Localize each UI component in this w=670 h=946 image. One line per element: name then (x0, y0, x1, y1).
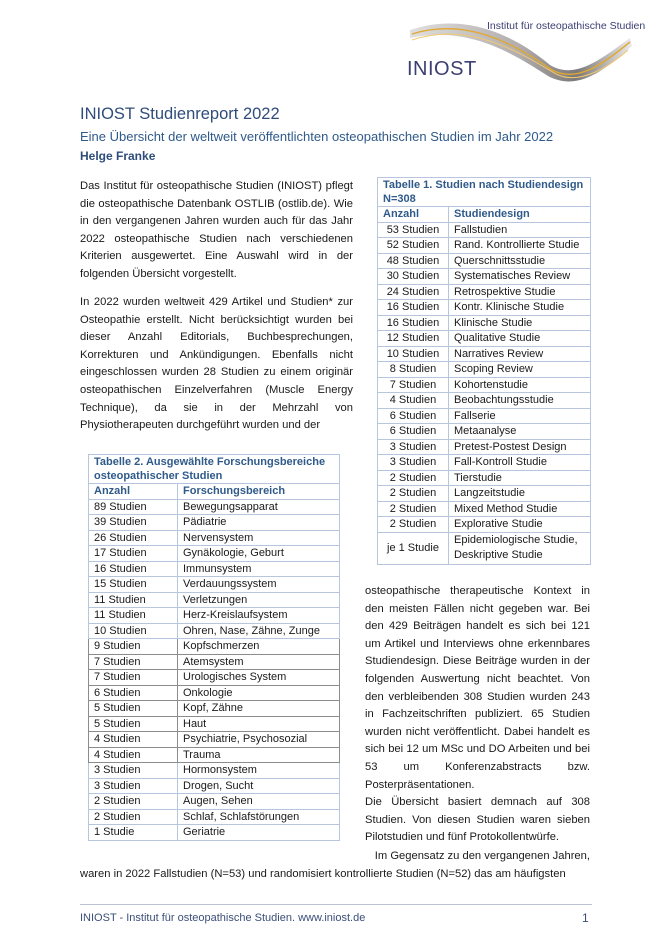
cell-label: Bewegungsapparat (178, 499, 340, 515)
table-row (378, 470, 591, 486)
cell-label: Schlaf, Schlafstörungen (178, 809, 340, 825)
document-subtitle: Eine Übersicht der weltweit veröffentlichten osteopathischen Studien im Jahr 2022 (80, 129, 554, 144)
table-row (378, 315, 591, 331)
cell-count: 6 Studien (378, 424, 449, 440)
cell-count: 89 Studien (89, 499, 178, 515)
table-row (89, 530, 340, 546)
cell-count: 2 Studien (89, 809, 178, 825)
cell-label: Fallstudien (449, 222, 591, 238)
table-row (89, 654, 340, 670)
cell-label: Explorative Studie (449, 517, 591, 533)
logo-brand-name: INIOST (407, 58, 477, 80)
cell-count: 52 Studien (378, 238, 449, 254)
table-row (378, 486, 591, 502)
third-text-a: osteopathische therapeutische Kontext in den meisten Fällen nicht gegeben war. Bei den 429 Beiträgen handelt es sich bei 121 um Artikel und Interviews ohne erkennbares Studiendesign. Diese Beiträge wurden in der folgenden Auswertung nicht beachtet. Von den verbleibenden 308 Studien wurden 243 in Fachzeitschriften publiziert. 65 Studien wurden nicht veröffentlicht. Dabei handelt es sich bei 12 um MSc und DO Arbeiten und bei 53 um Konferenzabstracts bzw. Posterpräsentationen. (365, 585, 590, 791)
cell-label: Tierstudie (449, 470, 591, 486)
cell-label: Metaanalyse (449, 424, 591, 440)
table-row (378, 269, 591, 285)
table-row (89, 546, 340, 562)
cell-label: Onkologie (178, 685, 340, 701)
table-row (89, 561, 340, 577)
cell-count: 7 Studien (89, 654, 178, 670)
cell-label: Hormonsystem (178, 763, 340, 779)
table-row (378, 501, 591, 517)
cell-count: 3 Studien (89, 763, 178, 779)
cell-label: Rand. Kontrollierte Studie (449, 238, 591, 254)
cell-count: 3 Studien (378, 439, 449, 455)
table-row (378, 346, 591, 362)
table-row (89, 825, 340, 841)
cell-count: 30 Studien (378, 269, 449, 285)
cell-count: 16 Studien (378, 315, 449, 331)
cell-count: 53 Studien (378, 222, 449, 238)
cell-label: Systematisches Review (449, 269, 591, 285)
cell-label: Verletzungen (178, 592, 340, 608)
document-title: INIOST Studienreport 2022 (80, 105, 280, 123)
cell-count: 8 Studien (378, 362, 449, 378)
cell-count: 6 Studien (378, 408, 449, 424)
table-caption: Tabelle 1. Studien nach Studiendesign N=308 (378, 178, 591, 207)
table-row (89, 685, 340, 701)
cell-label: Herz-Kreislaufsystem (178, 608, 340, 624)
cell-count: 4 Studien (89, 747, 178, 763)
cell-count: 2 Studien (378, 501, 449, 517)
cell-label: Immunsystem (178, 561, 340, 577)
cell-label: Qualitative Studie (449, 331, 591, 347)
table-row (378, 222, 591, 238)
cell-label: Urologisches System (178, 670, 340, 686)
cell-count: 2 Studien (89, 794, 178, 810)
cell-count: 12 Studien (378, 331, 449, 347)
cell-count: 7 Studien (89, 670, 178, 686)
cell-label: Pädiatrie (178, 515, 340, 531)
cell-label: Kohortenstudie (449, 377, 591, 393)
table-row (89, 809, 340, 825)
cell-label: Kopf, Zähne (178, 701, 340, 717)
table-row (378, 532, 591, 564)
cell-label: Kontr. Klinische Studie (449, 300, 591, 316)
table-row (378, 238, 591, 254)
cell-count: 39 Studien (89, 515, 178, 531)
footer-text: INIOST - Institut für osteopathische Studien. www.iniost.de (80, 912, 366, 924)
cell-count: 3 Studien (378, 455, 449, 471)
third-paragraph (365, 583, 590, 847)
table-row (89, 639, 340, 655)
cell-count: 3 Studien (89, 778, 178, 794)
table-row (89, 515, 340, 531)
second-text: In 2022 wurden weltweit 429 Artikel und Studien* zur Osteopathie erstellt. Nicht berücksichtigt wurden bei dieser Anzahl Editorials, Buchbesprechungen, Korrekturen und Ankündigungen. Ebenfalls nicht eingeschlossen wurden 28 Studien zu einem originär osteopathischen Einzelverfahren (Muscle Energy Technique), da sie in der Mehrzahl von Physiotherapeuten durchgeführt wurden und der (80, 296, 353, 432)
table-row (89, 499, 340, 515)
fourth-paragraph-continued: waren in 2022 Fallstudien (N=53) und randomisiert kontrollierte Studien (N=52) das am häufigsten (80, 868, 566, 880)
column-header-area: Forschungsbereich (178, 484, 340, 500)
cell-count: 16 Studien (378, 300, 449, 316)
table-row (378, 439, 591, 455)
cell-label: Klinische Studie (449, 315, 591, 331)
table-row (89, 623, 340, 639)
cell-count: 7 Studien (378, 377, 449, 393)
third-text-b: Die Übersicht basiert demnach auf 308 Studien. Von diesen Studien waren sieben Pilotstudien und fünf Protokollentwürfe. (365, 796, 590, 844)
cell-label: Kopfschmerzen (178, 639, 340, 655)
table-row (378, 393, 591, 409)
intro-text: Das Institut für osteopathische Studien (INIOST) pflegt die osteopathische Datenbank OSTLIB (ostlib.de). Wie in den vergangenen Jahren wurden auch für das Jahr 2022 osteopathische Studien nach verschiedenen Kriterien ausgewertet. Eine Auswahl wird in der folgenden Übersicht vorgestellt. (80, 180, 353, 280)
cell-count: je 1 Studie (378, 532, 449, 564)
cell-label: Psychiatrie, Psychosozial (178, 732, 340, 748)
cell-label: Geriatrie (178, 825, 340, 841)
table-row (378, 455, 591, 471)
column-header-count: Anzahl (378, 207, 449, 223)
table-research-areas (88, 454, 340, 841)
footer-divider (80, 904, 592, 905)
cell-label: Querschnittsstudie (449, 253, 591, 269)
table-row (89, 577, 340, 593)
table-row (378, 362, 591, 378)
table-study-design (377, 177, 591, 565)
table-row (89, 608, 340, 624)
cell-label: Trauma (178, 747, 340, 763)
cell-label: Haut (178, 716, 340, 732)
cell-count: 4 Studien (378, 393, 449, 409)
logo-institute-name: Institut für osteopathische Studien (487, 20, 646, 32)
cell-label: Mixed Method Studie (449, 501, 591, 517)
cell-count: 10 Studien (89, 623, 178, 639)
cell-count: 2 Studien (378, 517, 449, 533)
table-caption: Tabelle 2. Ausgewählte Forschungsbereiche osteopathischer Studien (89, 455, 340, 484)
cell-count: 17 Studien (89, 546, 178, 562)
table-row (89, 701, 340, 717)
table-row (378, 331, 591, 347)
intro-paragraph (80, 178, 353, 284)
table-row (378, 517, 591, 533)
table-row (89, 794, 340, 810)
cell-label: Gynäkologie, Geburt (178, 546, 340, 562)
cell-label: Drogen, Sucht (178, 778, 340, 794)
cell-count: 2 Studien (378, 486, 449, 502)
cell-label: Narratives Review (449, 346, 591, 362)
table-row (378, 408, 591, 424)
page-number: 1 (582, 911, 589, 925)
table-row (89, 732, 340, 748)
cell-label: Scoping Review (449, 362, 591, 378)
cell-count: 2 Studien (378, 470, 449, 486)
cell-count: 10 Studien (378, 346, 449, 362)
cell-count: 16 Studien (89, 561, 178, 577)
cell-label: Pretest-Postest Design (449, 439, 591, 455)
cell-count: 1 Studie (89, 825, 178, 841)
cell-label: Verdauungssystem (178, 577, 340, 593)
cell-label: Fall-Kontroll Studie (449, 455, 591, 471)
cell-label: Beobachtungsstudie (449, 393, 591, 409)
cell-count: 5 Studien (89, 716, 178, 732)
table-row (89, 763, 340, 779)
cell-count: 24 Studien (378, 284, 449, 300)
cell-count: 15 Studien (89, 577, 178, 593)
table-row (89, 670, 340, 686)
iniost-logo (400, 0, 670, 95)
column-header-design: Studiendesign (449, 207, 591, 223)
cell-count: 4 Studien (89, 732, 178, 748)
table-row (378, 424, 591, 440)
second-paragraph (80, 294, 353, 435)
table-row (89, 747, 340, 763)
cell-label: Nervensystem (178, 530, 340, 546)
column-header-count: Anzahl (89, 484, 178, 500)
fourth-paragraph-start: Im Gegensatz zu den vergangenen Jahren, (374, 850, 590, 862)
cell-count: 11 Studien (89, 592, 178, 608)
cell-count: 11 Studien (89, 608, 178, 624)
table-row (89, 778, 340, 794)
table-row (378, 284, 591, 300)
cell-label: Augen, Sehen (178, 794, 340, 810)
cell-label: Retrospektive Studie (449, 284, 591, 300)
table-row (89, 716, 340, 732)
table-row (378, 377, 591, 393)
cell-label: Fallserie (449, 408, 591, 424)
cell-label: Epidemiologische Studie, Deskriptive Studie (449, 532, 591, 564)
cell-count: 26 Studien (89, 530, 178, 546)
document-author: Helge Franke (80, 149, 156, 163)
table-row (378, 300, 591, 316)
cell-count: 6 Studien (89, 685, 178, 701)
cell-count: 5 Studien (89, 701, 178, 717)
cell-label: Langzeitstudie (449, 486, 591, 502)
cell-label: Atemsystem (178, 654, 340, 670)
cell-label: Ohren, Nase, Zähne, Zunge (178, 623, 340, 639)
table-row (89, 592, 340, 608)
cell-count: 9 Studien (89, 639, 178, 655)
cell-count: 48 Studien (378, 253, 449, 269)
table-row (378, 253, 591, 269)
